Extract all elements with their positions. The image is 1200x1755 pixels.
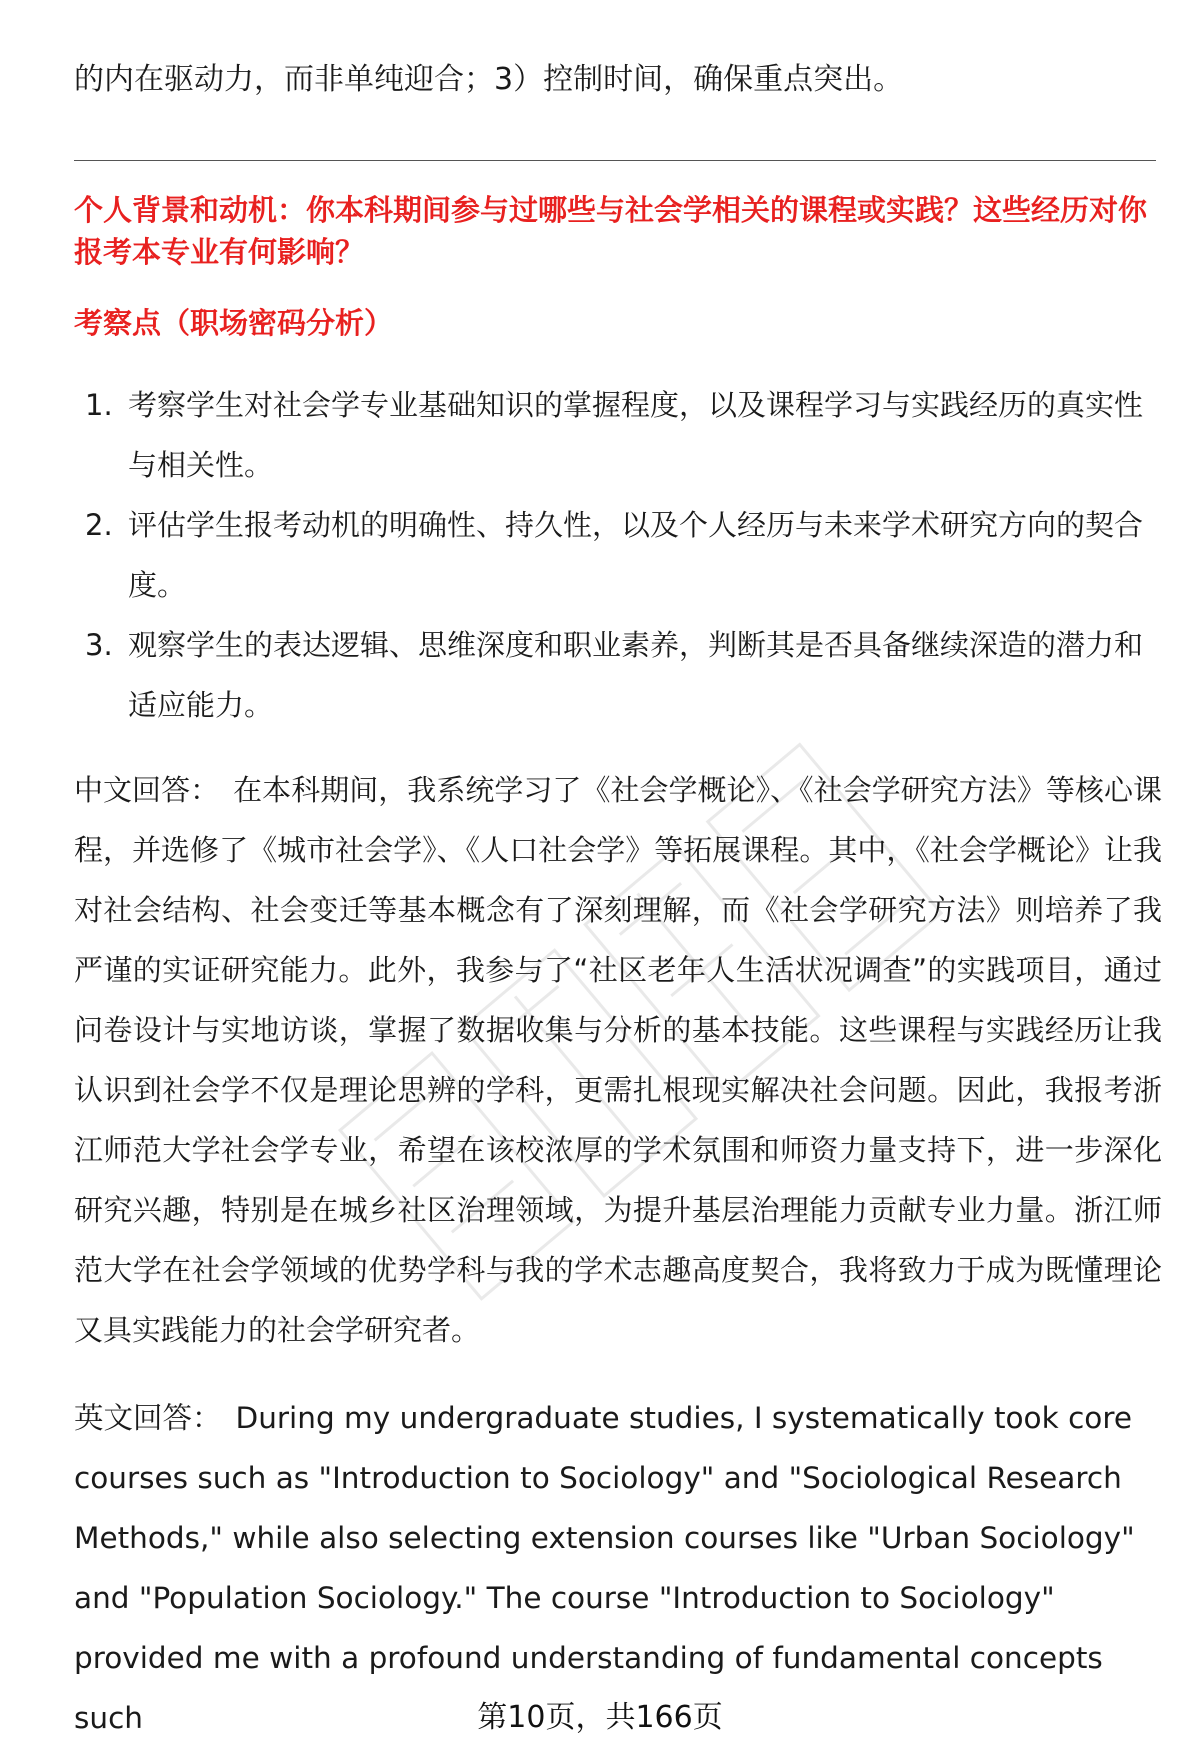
focus-points-list — [74, 375, 1164, 735]
section-divider — [74, 160, 1156, 161]
focus-point-number: 2. — [85, 508, 113, 542]
intro-text: 的内在驱动力，而非单纯迎合；3）控制时间，确保重点突出。 — [74, 62, 904, 97]
focus-point — [74, 495, 1164, 615]
english-answer — [74, 1388, 1164, 1748]
english-answer-text: During my undergraduate studies, I systematically took core courses such as "Introduction to Sociology" and "Sociological Research Methods," while also selecting extension courses like "Urban Sociology" and "Population Sociology." The course "Introduction to Sociology" provided me with a profound understanding of fundamental concepts such — [74, 1401, 1135, 1735]
page-footer: 第10页，共166页 — [477, 1700, 723, 1735]
chinese-answer — [74, 760, 1162, 1360]
focus-point — [74, 375, 1164, 495]
english-answer-label: 英文回答： — [74, 1401, 222, 1435]
focus-point-text: 评估学生报考动机的明确性、持久性，以及个人经历与未来学术研究方向的契合度。 — [128, 508, 1144, 602]
focus-point-number: 3. — [85, 628, 113, 662]
focus-point — [74, 615, 1164, 735]
focus-point-text: 考察学生对社会学专业基础知识的掌握程度，以及课程学习与实践经历的真实性与相关性。 — [128, 388, 1144, 482]
chinese-answer-text: 在本科期间，我系统学习了《社会学概论》、《社会学研究方法》等核心课程，并选修了《城市社会学》、《人口社会学》等拓展课程。其中，《社会学概论》让我对社会结构、社会变迁等基本概念有了深刻理解，而《社会学研究方法》则培养了我严谨的实证研究能力。此外，我参与了“社区老年人生活状况调查”的实践项目，通过问卷设计与实地访谈，掌握了数据收集与分析的基本技能。这些课程与实践经历让我认识到社会学不仅是理论思辨的学科，更需扎根现实解决社会问题。因此，我报考浙江师范大学社会学专业，希望在该校浓厚的学术氛围和师资力量支持下，进一步深化研究兴趣，特别是在城乡社区治理领域，为提升基层治理能力贡献专业力量。浙江师范大学在社会学领域的优势学科与我的学术志趣高度契合，我将致力于成为既懂理论又具实践能力的社会学研究者。 — [74, 773, 1162, 1347]
focus-point-text: 观察学生的表达逻辑、思维深度和职业素养，判断其是否具备继续深造的潜力和适应能力。 — [128, 628, 1144, 722]
focus-point-number: 1. — [85, 388, 113, 422]
chinese-answer-label: 中文回答： — [74, 773, 220, 807]
question-heading: 个人背景和动机：你本科期间参与过哪些与社会学相关的课程或实践？这些经历对你报考本专业有何影响？ — [74, 193, 1148, 269]
focus-heading: 考察点（职场密码分析） — [74, 306, 394, 340]
